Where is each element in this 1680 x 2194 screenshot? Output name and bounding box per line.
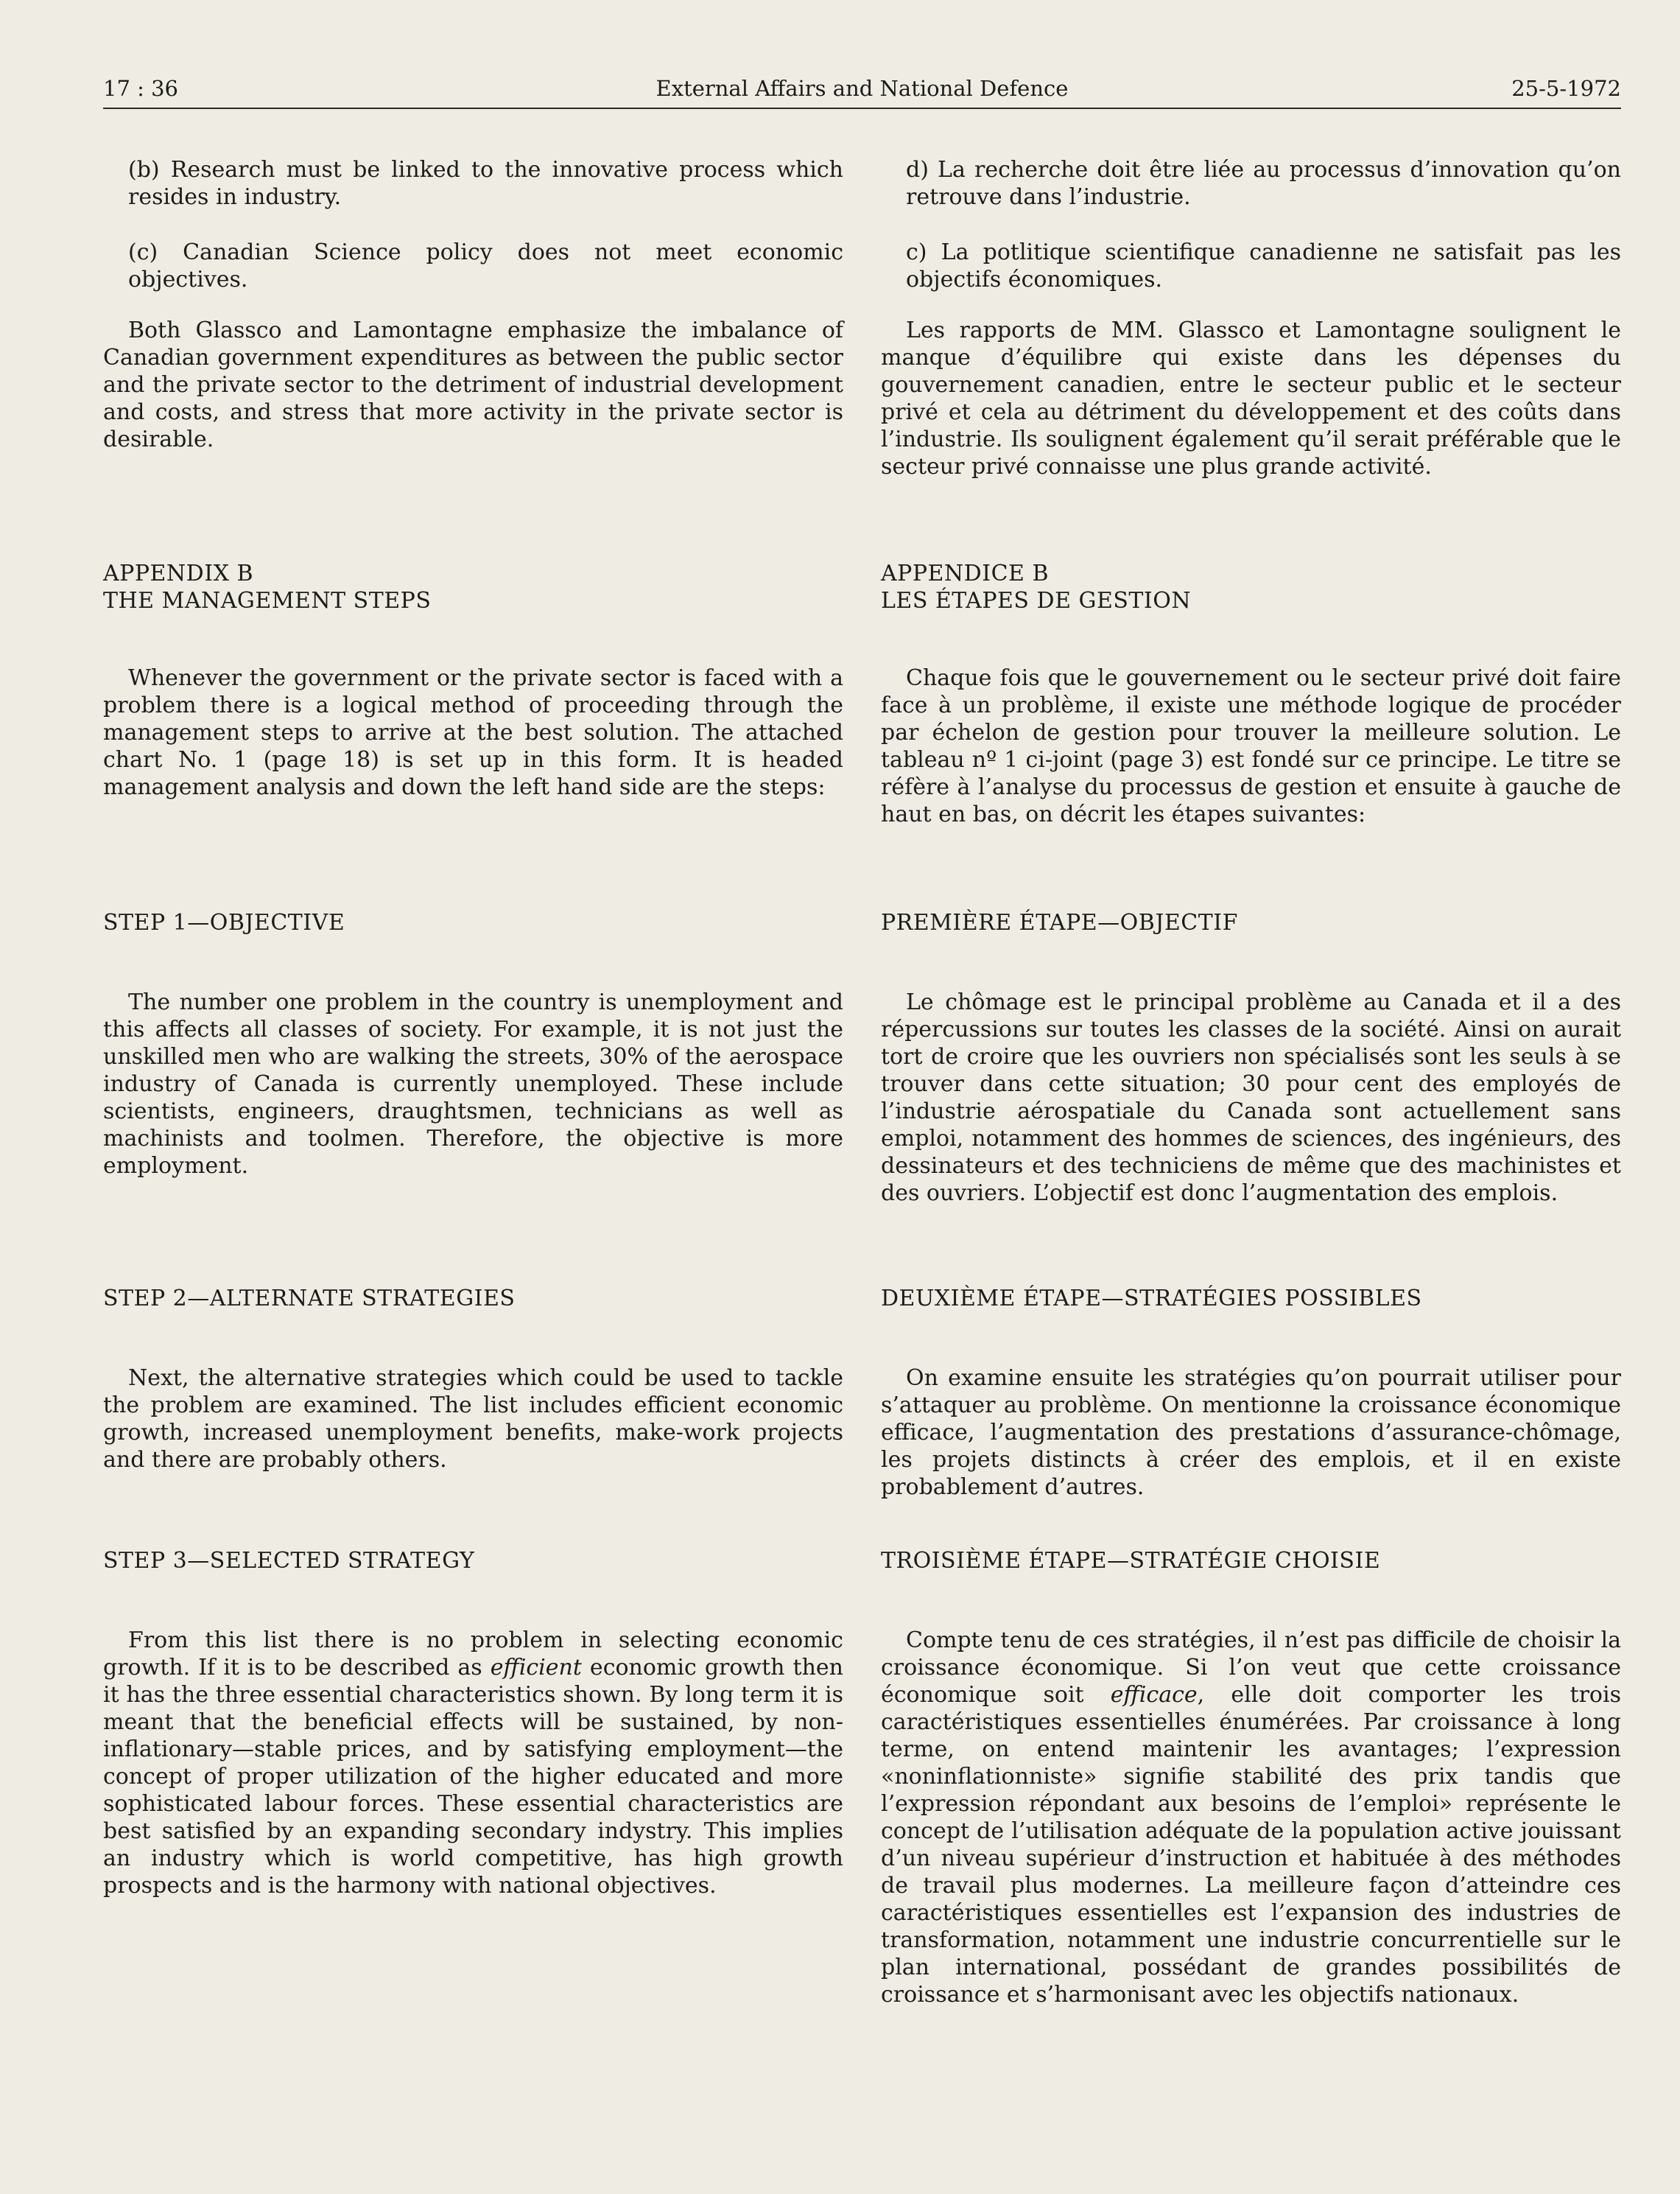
english-step1-heading: STEP 1—OBJECTIVE — [103, 910, 345, 936]
english-step3-block — [103, 1627, 843, 1899]
english-step3-emphasis: efficient — [490, 1655, 582, 1680]
page-header — [103, 71, 1621, 106]
french-step3-paragraph — [881, 1627, 1621, 2008]
english-management-paragraph: Whenever the government or the private sector is faced with a problem there is a logical method of proceeding through the management steps to arrive at the best solution. The attached chart No. 1 (page 18) is set up in this form. It is headed management analysis and down the left hand side are the steps: — [103, 665, 843, 800]
french-appendix-heading — [881, 560, 1621, 614]
english-step2-block — [103, 1364, 843, 1473]
french-step1-heading-block — [881, 909, 1621, 936]
english-step1-heading-block — [103, 909, 843, 936]
french-step2-heading: DEUXIÈME ÉTAPE—STRATÉGIES POSSIBLES — [881, 1286, 1422, 1311]
french-appendix-label: APPENDICE B — [881, 561, 1050, 586]
english-step2-heading: STEP 2—ALTERNATE STRATEGIES — [103, 1286, 516, 1311]
french-step2-block — [881, 1364, 1621, 1501]
english-step3-heading-block — [103, 1547, 843, 1574]
french-intro-paragraph: Les rapports de MM. Glassco et Lamontagne soulignent le manque d’équilibre qui existe dans les dépenses du gouvernement canadien, entre le secteur public et le secteur privé et cela au détriment du développement et des coûts dans l’industrie. Ils soulignent également qu’il serait préférable que le secteur privé connaisse une plus grande activité. — [881, 318, 1621, 480]
french-step3-text-b: , elle doit comporter les trois caractéristiques essentielles énumérées. Par croissance à long terme, on entend maintenir les avantages; l’expression «noninflationniste» signifie stabilité des prix tandis que l’expression répondant aux besoins de l’emploi» représente le concept de l’utilisation adéquate de la population active jouissant d’un niveau supérieur d’instruction et habituée à des méthodes de travail plus modernes. La meilleure façon d’atteindre ces caractéristiques essentielles est l’expansion des industries de transformation, notamment une industrie concurrentielle sur le plan international, possédant de grandes possibilités de croissance et s’harmonisant avec les objectifs nationaux. — [881, 1682, 1621, 2008]
french-step3-text-a: Compte tenu de ces stratégies, il n’est pas difficile de choisir la croissance économique. Si l’on veut que cette croissance économique soit — [881, 1627, 1621, 1708]
running-title: External Affairs and National Defence — [656, 76, 1069, 101]
english-step1-block — [103, 989, 843, 1180]
english-item-c-block — [103, 239, 843, 293]
french-appendix-title: LES ÉTAPES DE GESTION — [881, 588, 1192, 614]
english-item-c: (c) Canadian Science policy does not meet economic objectives. — [128, 239, 843, 292]
french-step3-block — [881, 1627, 1621, 2008]
english-appendix-label: APPENDIX B — [103, 561, 254, 586]
french-step1-heading: PREMIÈRE ÉTAPE—OBJECTIF — [881, 910, 1238, 936]
english-appendix-heading — [103, 560, 843, 614]
english-item-b: (b) Research must be linked to the innovative process which resides in industry. — [128, 157, 843, 210]
french-step2-paragraph: On examine ensuite les stratégies qu’on pourrait utiliser pour s’attaquer au problème. On mentionne la croissance économique efficace, l’augmentation des prestations d’assurance-chômage, les projets distincts à créer des emplois, et il en existe probablement d’autres. — [881, 1365, 1621, 1500]
french-item-c: c) La potlitique scientifique canadienne ne satisfait pas les objectifs économiques. — [906, 239, 1621, 292]
english-step2-heading-block — [103, 1285, 843, 1312]
french-step1-paragraph: Le chômage est le principal problème au Canada et il a des répercussions sur toutes les classes de la société. Ainsi on aurait tort de croire que les ouvriers non spécialisés sont les seuls à se trouver dans cette situation; 30 pour cent des employés de l’industrie aérospatiale du Canada sont actuellement sans emploi, notamment des hommes de sciences, des ingénieurs, des dessinateurs et des techniciens de même que des machinistes et des ouvriers. L’objectif est donc l’augmentation des emplois. — [881, 989, 1621, 1206]
english-appendix-title: THE MANAGEMENT STEPS — [103, 588, 432, 614]
french-step3-heading-block — [881, 1547, 1621, 1574]
header-date: 25-5-1972 — [1511, 76, 1621, 101]
french-item-d-block — [881, 156, 1621, 211]
english-intro-paragraph: Both Glassco and Lamontagne emphasize the imbalance of Canadian government expenditures as between the public sector and the private sector to the detriment of industrial development and costs, and stress that more activity in the private sector is desirable. — [103, 318, 843, 452]
french-management-block — [881, 665, 1621, 828]
french-intro-block — [881, 317, 1621, 480]
english-step3-heading: STEP 3—SELECTED STRATEGY — [103, 1548, 475, 1574]
french-management-paragraph: Chaque fois que le gouvernement ou le secteur privé doit faire face à un problème, il existe une méthode logique de procéder par échelon de gestion pour trouver la meilleure solution. Le tableau nº 1 ci-joint (page 3) est fondé sur ce principe. Le titre se réfère à l’analyse du processus de gestion et ensuite à gauche de haut en bas, on décrit les étapes suivantes: — [881, 665, 1621, 827]
french-step1-block — [881, 989, 1621, 1207]
french-item-d: d) La recherche doit être liée au processus d’innovation qu’on retrouve dans l’industrie. — [906, 157, 1621, 210]
english-step3-paragraph — [103, 1627, 843, 1899]
english-item-b-block — [103, 156, 843, 211]
page-number: 17 : 36 — [103, 76, 179, 101]
english-step2-paragraph: Next, the alternative strategies which could be used to tackle the problem are examined. The list includes efficient economic growth, increased unemployment benefits, make-work projects and there are probably others. — [103, 1365, 843, 1473]
english-management-block — [103, 665, 843, 801]
french-item-c-block — [881, 239, 1621, 293]
header-rule — [103, 108, 1621, 109]
english-step3-text-a: From this list there is no problem in selecting economic growth. If it is to be described as — [103, 1627, 843, 1680]
english-intro-block — [103, 317, 843, 453]
french-step3-emphasis: efficace — [1110, 1682, 1198, 1708]
french-step2-heading-block — [881, 1285, 1621, 1312]
english-step3-text-b: economic growth then it has the three essential characteristics shown. By long term it is meant that the beneficial effects will be sustained, by non-inflationary—stable prices, and by satisfying employment—the concept of proper utilization of the higher educated and more sophisticated labour forces. These essential characteristics are best satisfied by an expanding secondary indystry. This implies an industry which is world competitive, has high growth prospects and is the harmony with national objectives. — [103, 1655, 843, 1899]
french-step3-heading: TROISIÈME ÉTAPE—STRATÉGIE CHOISIE — [881, 1548, 1381, 1574]
english-step1-paragraph: The number one problem in the country is unemployment and this affects all classes of society. For example, it is not just the unskilled men who are walking the streets, 30% of the aerospace industry of Canada is currently unemployed. These include scientists, engineers, draughtsmen, technicians as well as machinists and toolmen. Therefore, the objective is more employment. — [103, 989, 843, 1179]
